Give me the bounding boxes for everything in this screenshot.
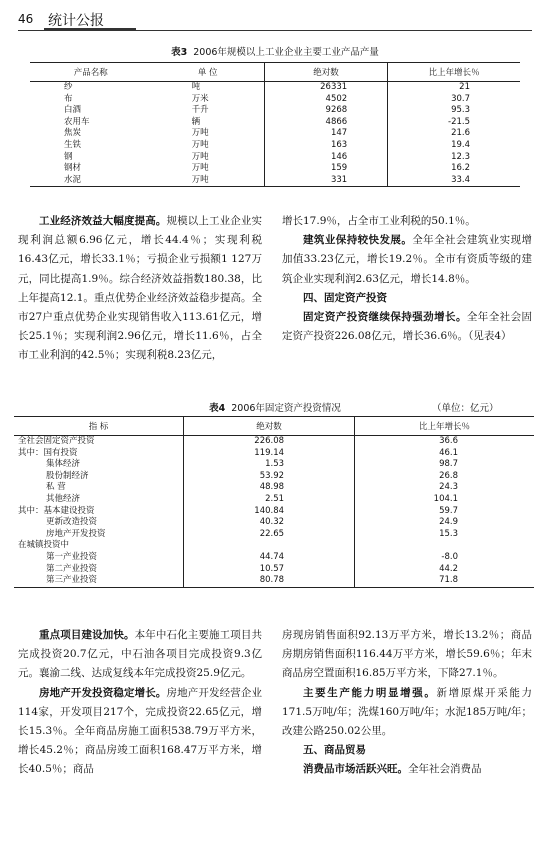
- table3-cell: 万米: [191, 93, 209, 104]
- table3-cell: 95.3: [388, 105, 520, 117]
- table4-row: [14, 564, 534, 576]
- table3-cell: 白酒: [64, 105, 82, 116]
- paragraph-body: 全年全社会建筑业实现增加值33.23亿元，增长19.2％。全市有资质等级的建筑企业实现利润2.63亿元，增长14.8％。: [282, 234, 532, 285]
- page-number: 46: [18, 12, 34, 26]
- journal-title: 统计公报: [48, 13, 104, 29]
- paragraph-lead: 建筑业保持较快发展。: [303, 234, 413, 247]
- table4: [14, 416, 534, 588]
- paragraph: [282, 760, 532, 779]
- paragraph-lead: 主要生产能力明显增强。: [303, 686, 437, 699]
- table3-row: [30, 152, 520, 164]
- table3-row: [30, 94, 520, 106]
- table4-cell: 226.08: [184, 436, 355, 448]
- table4-cell: 40.32: [184, 517, 355, 529]
- header-rule: [18, 30, 532, 31]
- paragraph-lead: 房地产开发投资稳定增长。: [39, 686, 167, 699]
- table3-cell: 万吨: [152, 175, 265, 187]
- table4-cell: 98.7: [355, 459, 534, 471]
- table3-row: [30, 82, 520, 94]
- table4-cell: 140.84: [184, 506, 355, 518]
- paragraph: [282, 684, 532, 742]
- paragraph-continuation: 房现房销售面积92.13万平方米，增长13.2％；商品房期房销售面积116.44万平方米，增长59.6％；年末商品房空置面积16.85万平方米，下降27.1％。: [282, 629, 532, 680]
- page-header: [18, 8, 532, 30]
- table3-cell: 钢材: [64, 163, 82, 174]
- table4-cell: 第三产业投资: [14, 575, 184, 587]
- table3-cell: -21.5: [388, 117, 520, 129]
- table3-cell: 生铁: [64, 139, 82, 150]
- table3-cell: 147: [264, 128, 387, 140]
- table3-cell: 19.4: [388, 140, 520, 152]
- table4-col-header: 绝对数: [184, 417, 355, 436]
- paragraph-continuation: 增长17.9％，占全市工业利税的50.1％。: [282, 215, 476, 227]
- table4-cell: [184, 540, 355, 552]
- table4-cell: 53.92: [184, 471, 355, 483]
- paragraph-body: 房地产开发经营企业114家，开发项目217个，完成投资22.65亿元，增长15.3％。全年商品房施工面积538.79万平方米，增长45.2％；商品房竣工面积168.47万平方米，增长40.5％；商品: [18, 686, 262, 776]
- table3-cell: 12.3: [388, 152, 520, 164]
- table3-label: 表3: [171, 47, 188, 58]
- table4-row: [14, 448, 534, 460]
- table3-cell: 21: [388, 82, 520, 94]
- table3-cell: 万吨: [191, 139, 209, 150]
- table3-cell: 纱: [64, 82, 73, 92]
- table4-cell: 15.3: [355, 529, 534, 541]
- table4-row: [14, 552, 534, 564]
- table3-row: [30, 140, 520, 152]
- table4-cell: 房地产开发投资: [46, 528, 106, 539]
- table3-cell: 千升: [191, 105, 209, 116]
- table4-cell: 26.8: [355, 471, 534, 483]
- table4-row: [14, 540, 534, 552]
- table3-cell: 30.7: [388, 94, 520, 106]
- table4-cell: 119.14: [184, 448, 355, 460]
- table3-cell: 146: [264, 152, 387, 164]
- table3-cell: 4866: [264, 117, 387, 129]
- table4-cell: 其中：基本建设投资: [18, 505, 95, 516]
- table3-cell: 万吨: [191, 151, 209, 162]
- table4-title-text: 2006年固定资产投资情况: [231, 403, 341, 414]
- paragraph-lead: 固定资产投资继续保持强劲增长。: [303, 311, 467, 324]
- table3-cell: 159: [264, 163, 387, 175]
- text-column-right-2: [282, 626, 532, 780]
- table3-row: [30, 175, 520, 187]
- table4-cell: 其他经济: [46, 493, 81, 504]
- table3-cell: 4502: [264, 94, 387, 106]
- paragraph-lead: 重点项目建设加快。: [39, 629, 135, 641]
- table3-cell: 水泥: [30, 175, 152, 187]
- table3-row: [30, 105, 520, 117]
- table3-cell: 163: [264, 140, 387, 152]
- table3: [30, 62, 520, 187]
- table4-cell: 22.65: [184, 529, 355, 541]
- table4-cell: 第二产业投资: [46, 563, 98, 574]
- paragraph-lead: 消费品市场活跃兴旺。: [303, 763, 408, 776]
- table4-row: [14, 506, 534, 518]
- paragraph: [18, 684, 262, 780]
- paragraph-body: 新增原煤开采能力171.5万吨/年；洗煤160万吨/年；水泥185万吨/年；改建公路250.02公里。: [282, 686, 533, 738]
- table3-title: [18, 44, 532, 58]
- table3-cell: 26331: [264, 82, 387, 94]
- table4-cell: 在城镇投资中: [18, 540, 70, 551]
- table4-cell: 股份制经济: [46, 470, 89, 481]
- table4-row: [14, 517, 534, 529]
- paragraph: [18, 626, 262, 684]
- section-heading: 五、商品贸易: [303, 744, 366, 757]
- table3-cell: 辆: [191, 116, 201, 127]
- table4-row: [14, 575, 534, 587]
- table4-row: [14, 471, 534, 483]
- table4-cell: -8.0: [355, 552, 534, 564]
- paragraph: [282, 308, 532, 346]
- table4-cell: 全社会固定资产投资: [18, 436, 95, 446]
- table4-unit: （单位：亿元）: [432, 403, 499, 414]
- table4-cell: 44.74: [184, 552, 355, 564]
- section-heading: 四、固定资产投资: [303, 291, 387, 304]
- table3-col-header: 绝对数: [264, 63, 387, 82]
- table4-cell: 其中：国有投资: [18, 447, 78, 458]
- paragraph-body: 本年中石化主要施工项目共完成投资20.7亿元，中石油各项目完成投资9.3亿元。襄渝二线、达成复线本年完成投资25.9亿元。: [18, 629, 262, 680]
- table4-row: [14, 436, 534, 448]
- paragraph-lead: 工业经济效益大幅度提高。: [39, 215, 167, 227]
- table4-cell: 71.8: [355, 575, 534, 587]
- table3-col-header: 单 位: [152, 63, 265, 82]
- table3-cell: 331: [264, 175, 387, 187]
- table4-cell: 24.9: [355, 517, 534, 529]
- table3-cell: 万吨: [191, 163, 209, 174]
- table4-cell: 59.7: [355, 506, 534, 518]
- table3-cell: 33.4: [388, 175, 520, 187]
- table3-col-header: 比上年增长％: [388, 63, 520, 82]
- table4-cell: 24.3: [355, 482, 534, 494]
- paragraph-body: 全年社会消费品: [408, 763, 482, 776]
- table4-cell: 46.1: [355, 448, 534, 460]
- text-column-left-2: [18, 626, 262, 780]
- table3-cell: 钢: [64, 151, 73, 162]
- table4-row: [14, 529, 534, 541]
- table3-row: [30, 128, 520, 140]
- table3-col-header: 产品名称: [30, 63, 152, 82]
- table4-cell: 48.98: [184, 482, 355, 494]
- paragraph: [18, 212, 262, 366]
- table4-col-header: 比上年增长％: [355, 417, 534, 436]
- table3-cell: 农用车: [64, 116, 90, 127]
- table4-row: [14, 482, 534, 494]
- table4-row: [14, 459, 534, 471]
- text-column-left-1: [18, 212, 262, 366]
- text-column-right-1: [282, 212, 532, 346]
- table4-cell: 10.57: [184, 564, 355, 576]
- paragraph: [282, 231, 532, 289]
- table4-cell: [355, 540, 534, 552]
- table4-cell: 44.2: [355, 564, 534, 576]
- table4-row: [14, 494, 534, 506]
- table3-cell: 16.2: [388, 163, 520, 175]
- table4-cell: 更新改造投资: [46, 517, 98, 528]
- paragraph-body: 规模以上工业企业实现利润总额6.96亿元，增长44.4％；实现利税16.43亿元，增长33.1％；亏损企业亏损额1 127万元，同比提高1.9％。综合经济效益指数180.38，比上年提高12.1。重点优势企业经济效益稳步提高。全市27户重点优势企业实现销售收入113.61亿元，增长25.1％；实现利润2.96亿元，增长11.6％，占全市工业利润的42.5％；实现利税8.23亿元，: [18, 215, 262, 362]
- table4-label: 表4: [209, 403, 226, 414]
- table4-cell: 2.51: [184, 494, 355, 506]
- table3-title-text: 2006年规模以上工业企业主要工业产品产量: [193, 47, 379, 58]
- table4-cell: 80.78: [184, 575, 355, 587]
- table3-cell: 布: [64, 93, 73, 104]
- table4-cell: 第一产业投资: [46, 551, 98, 562]
- table4-cell: 36.6: [355, 436, 534, 448]
- table4-col-header: 指 标: [14, 417, 184, 436]
- table3-cell: 21.6: [388, 128, 520, 140]
- table3-cell: 万吨: [191, 128, 209, 139]
- table4-cell: 1.53: [184, 459, 355, 471]
- table4-cell: 私 营: [46, 482, 66, 493]
- table3-row: [30, 117, 520, 129]
- table3-cell: 吨: [191, 82, 201, 92]
- table4-cell: 集体经济: [46, 459, 81, 470]
- table3-cell: 9268: [264, 105, 387, 117]
- paragraph-body: 全年全社会固定资产投资226.08亿元，增长36.6％。（见表4）: [282, 311, 532, 343]
- table3-cell: 焦炭: [64, 128, 82, 139]
- table4-cell: 104.1: [355, 494, 534, 506]
- table3-row: [30, 163, 520, 175]
